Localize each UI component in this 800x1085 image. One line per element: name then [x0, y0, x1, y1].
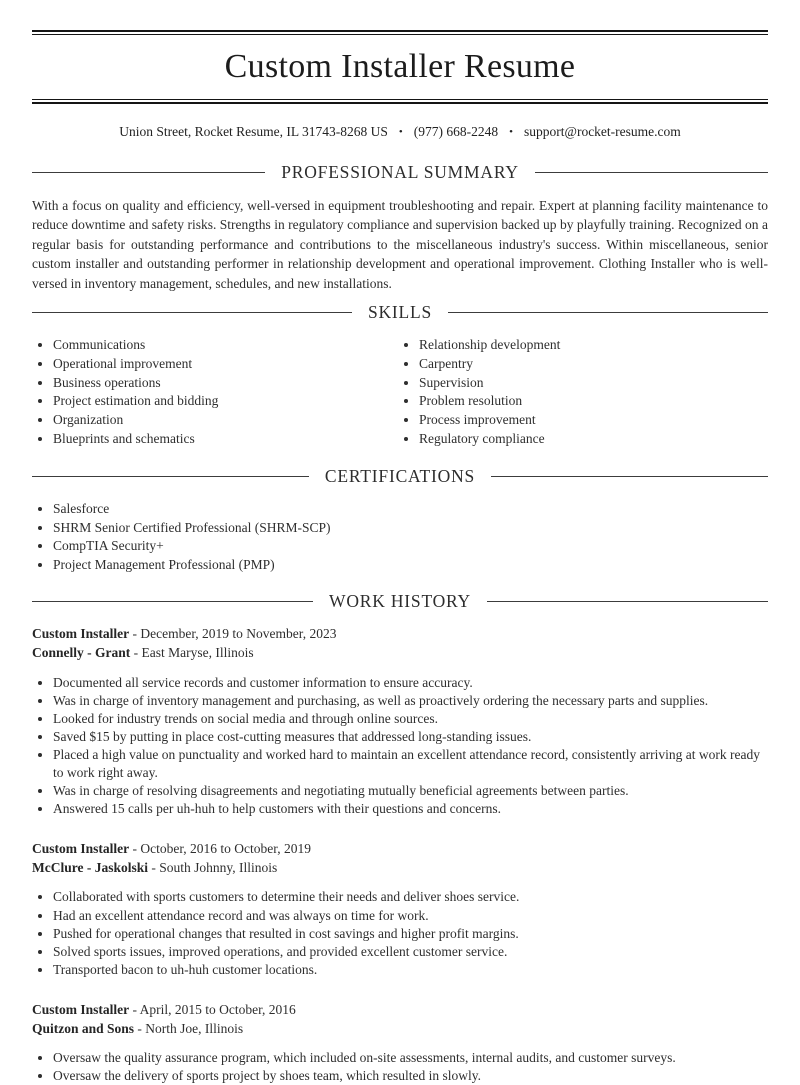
job-company: Connelly - Grant	[32, 645, 131, 661]
job-entry	[32, 625, 768, 818]
certification-item: • SHRM Senior Certified Professional (SHRM-SCP)	[53, 519, 768, 537]
heading-rule-right	[487, 601, 768, 602]
job-entry	[32, 1001, 768, 1085]
contact-phone: (977) 668-2248	[413, 123, 499, 139]
job-bullet: • Oversaw the delivery of sports project by shoes team, which resulted in slowly.	[53, 1067, 768, 1085]
section-heading-professional-summary	[32, 162, 768, 183]
job-bullet-list	[32, 674, 768, 818]
skill-item: • Relationship development	[419, 336, 768, 354]
job-title: Custom Installer	[32, 626, 130, 642]
job-dates: - October, 2016 to October, 2019	[132, 840, 311, 856]
contact-separator: •	[509, 125, 514, 138]
job-bullet: • Was in charge of resolving disagreements and negotiating mutually beneficial agreements between parties.	[53, 782, 768, 800]
job-bullet-list	[32, 1049, 768, 1085]
section-heading-label: WORK HISTORY	[329, 591, 471, 612]
job-bullet: • Looked for industry trends on social media and through online sources.	[53, 710, 768, 728]
resume-title: Custom Installer Resume	[224, 48, 576, 85]
skill-item: • Communications	[53, 336, 402, 354]
job-bullet-list	[32, 888, 768, 978]
section-heading-label: SKILLS	[367, 301, 433, 322]
job-dates: - April, 2015 to October, 2016	[132, 1001, 296, 1017]
heading-rule-left	[32, 172, 265, 173]
skill-item: • Carpentry	[419, 355, 768, 373]
contact-line	[32, 124, 768, 140]
skill-item: • Blueprints and schematics	[53, 430, 402, 448]
job-bullet: • Was in charge of inventory management and purchasing, as well as proactively ordering the necessary parts and supplies.	[53, 692, 768, 710]
heading-rule-right	[535, 172, 768, 173]
skill-item: • Project estimation and bidding	[53, 392, 402, 410]
job-dates: - December, 2019 to November, 2023	[132, 626, 337, 642]
heading-rule-left	[32, 476, 309, 477]
job-location: - North Joe, Illinois	[137, 1020, 244, 1036]
job-title-line	[32, 625, 768, 643]
job-entry	[32, 840, 768, 979]
job-location: - East Maryse, Illinois	[133, 645, 254, 661]
section-heading-label: PROFESSIONAL SUMMARY	[281, 161, 519, 182]
job-bullet: • Pushed for operational changes that resulted in cost savings and higher profit margins.	[53, 925, 768, 943]
job-title: Custom Installer	[32, 840, 130, 856]
job-location: - South Johnny, Illinois	[151, 860, 278, 876]
top-double-rule	[32, 30, 768, 35]
job-bullet: • Solved sports issues, improved operations, and provided excellent customer service.	[53, 943, 768, 961]
section-heading-label: CERTIFICATIONS	[324, 465, 476, 486]
heading-rule-left	[32, 601, 313, 602]
contact-email: support@rocket-resume.com	[524, 123, 681, 139]
skill-item: • Organization	[53, 411, 402, 429]
job-title: Custom Installer	[32, 1001, 130, 1017]
skills-column-left	[32, 336, 402, 449]
section-heading-skills	[32, 302, 768, 323]
job-company: McClure - Jaskolski	[32, 860, 149, 876]
skill-item: • Supervision	[419, 374, 768, 392]
job-bullet: • Had an excellent attendance record and was always on time for work.	[53, 907, 768, 925]
job-company-line	[32, 859, 768, 877]
job-bullet: • Oversaw the quality assurance program, which included on-site assessments, internal audits, and customer surveys.	[53, 1049, 768, 1067]
skills-columns	[32, 336, 768, 449]
job-bullet: • Collaborated with sports customers to determine their needs and deliver shoes service.	[53, 888, 768, 906]
skill-item: • Regulatory compliance	[419, 430, 768, 448]
job-title-line	[32, 840, 768, 858]
work-history-section	[32, 625, 768, 1085]
section-heading-certifications	[32, 466, 768, 487]
job-bullet: • Saved $15 by putting in place cost-cutting measures that addressed long-standing issues.	[53, 728, 768, 746]
certification-item: • Salesforce	[53, 500, 768, 518]
job-company-line	[32, 1020, 768, 1038]
bottom-double-rule	[32, 99, 768, 104]
skill-item: • Process improvement	[419, 411, 768, 429]
job-bullet: • Documented all service records and customer information to ensure accuracy.	[53, 674, 768, 692]
job-bullet: • Placed a high value on punctuality and worked hard to maintain an excellent attendance record, consistently arriving at work ready to work right away.	[53, 746, 768, 781]
certification-item: • CompTIA Security+	[53, 537, 768, 555]
contact-address: Union Street, Rocket Resume, IL 31743-8268 US	[119, 123, 388, 139]
skill-item: • Business operations	[53, 374, 402, 392]
certification-item: • Project Management Professional (PMP)	[53, 556, 768, 574]
job-title-line	[32, 1001, 768, 1019]
section-heading-work-history	[32, 591, 768, 612]
contact-separator: •	[398, 125, 403, 138]
job-company-line	[32, 644, 768, 662]
job-bullet: • Answered 15 calls per uh-huh to help customers with their questions and concerns.	[53, 800, 768, 818]
certifications-list	[32, 500, 768, 574]
heading-rule-right	[491, 476, 768, 477]
heading-rule-left	[32, 312, 352, 313]
skill-item: • Operational improvement	[53, 355, 402, 373]
skills-column-right	[402, 336, 768, 449]
summary-paragraph: With a focus on quality and efficiency, well-versed in equipment troubleshooting and repair. Expert at planning facility maintenance to reduce downtime and safety risks. Strengths in regulatory compliance and supervision backed up by playfully training. Recognized on a regular basis for outstanding performance and contributions to the miscellaneous industry's success. Within miscellaneous, senior custom installer and outstanding performer in relationship development and operational improvement. Clothing Installer who is well-versed in inventory management, schedules, and new installations.	[32, 197, 768, 291]
job-company: Quitzon and Sons	[32, 1020, 135, 1036]
heading-rule-right	[448, 312, 768, 313]
skill-item: • Problem resolution	[419, 392, 768, 410]
job-bullet: • Transported bacon to uh-huh customer locations.	[53, 961, 768, 979]
